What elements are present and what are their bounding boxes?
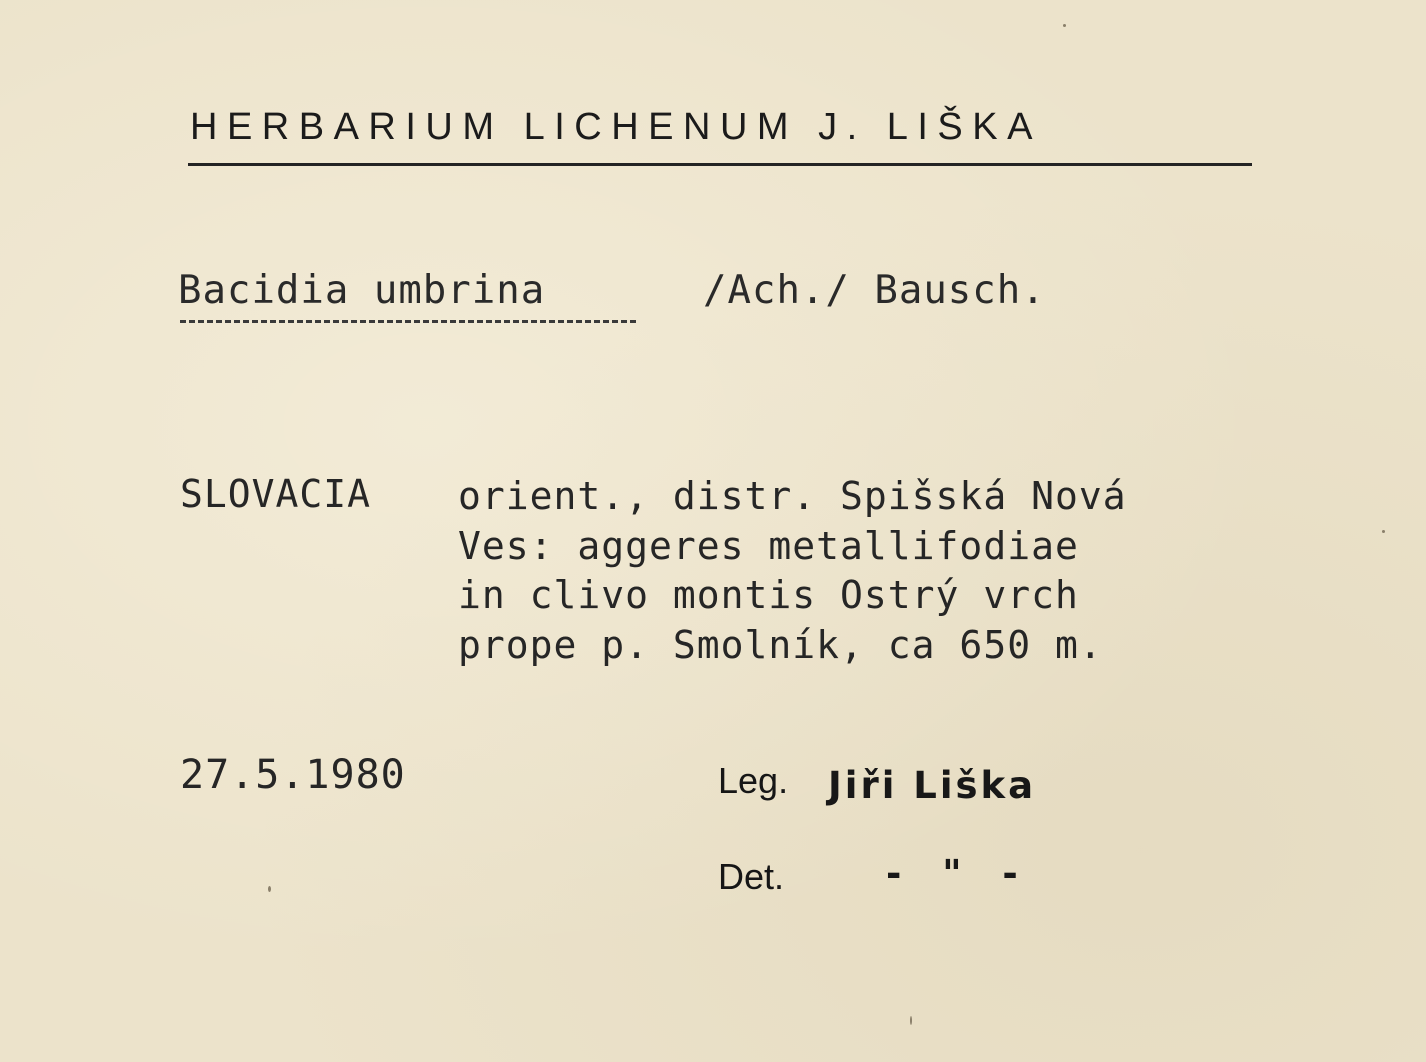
species-author: /Ach./ Bausch. xyxy=(703,268,1046,313)
locality-line: orient., distr. Spišská Nová xyxy=(458,474,1127,518)
collector-name: Jiři Liška xyxy=(828,764,1037,807)
locality-line: in clivo montis Ostrý vrch xyxy=(458,573,1079,617)
collection-date: 27.5.1980 xyxy=(180,752,406,798)
paper-speck xyxy=(910,1016,912,1025)
locality-line: Ves: aggeres metallifodiae xyxy=(458,523,1079,568)
locality-line: prope p. Smolník, ca 650 m. xyxy=(458,622,1103,667)
paper-speck xyxy=(1063,24,1066,27)
paper-speck xyxy=(268,886,271,892)
determiner-ditto: - " - xyxy=(886,852,1032,895)
locality-region: SLOVACIA xyxy=(180,472,372,516)
collector-label: Leg. xyxy=(718,760,789,801)
paper-speck xyxy=(1382,530,1385,533)
title-underline-rule xyxy=(188,163,1252,166)
locality-description xyxy=(458,472,1127,670)
determiner-label: Det. xyxy=(718,856,785,897)
species-name-underline xyxy=(180,320,636,323)
species-name: Bacidia umbrina xyxy=(178,268,546,313)
herbarium-title: HERBARIUM LICHENUM J. LIŠKA xyxy=(190,106,1042,148)
